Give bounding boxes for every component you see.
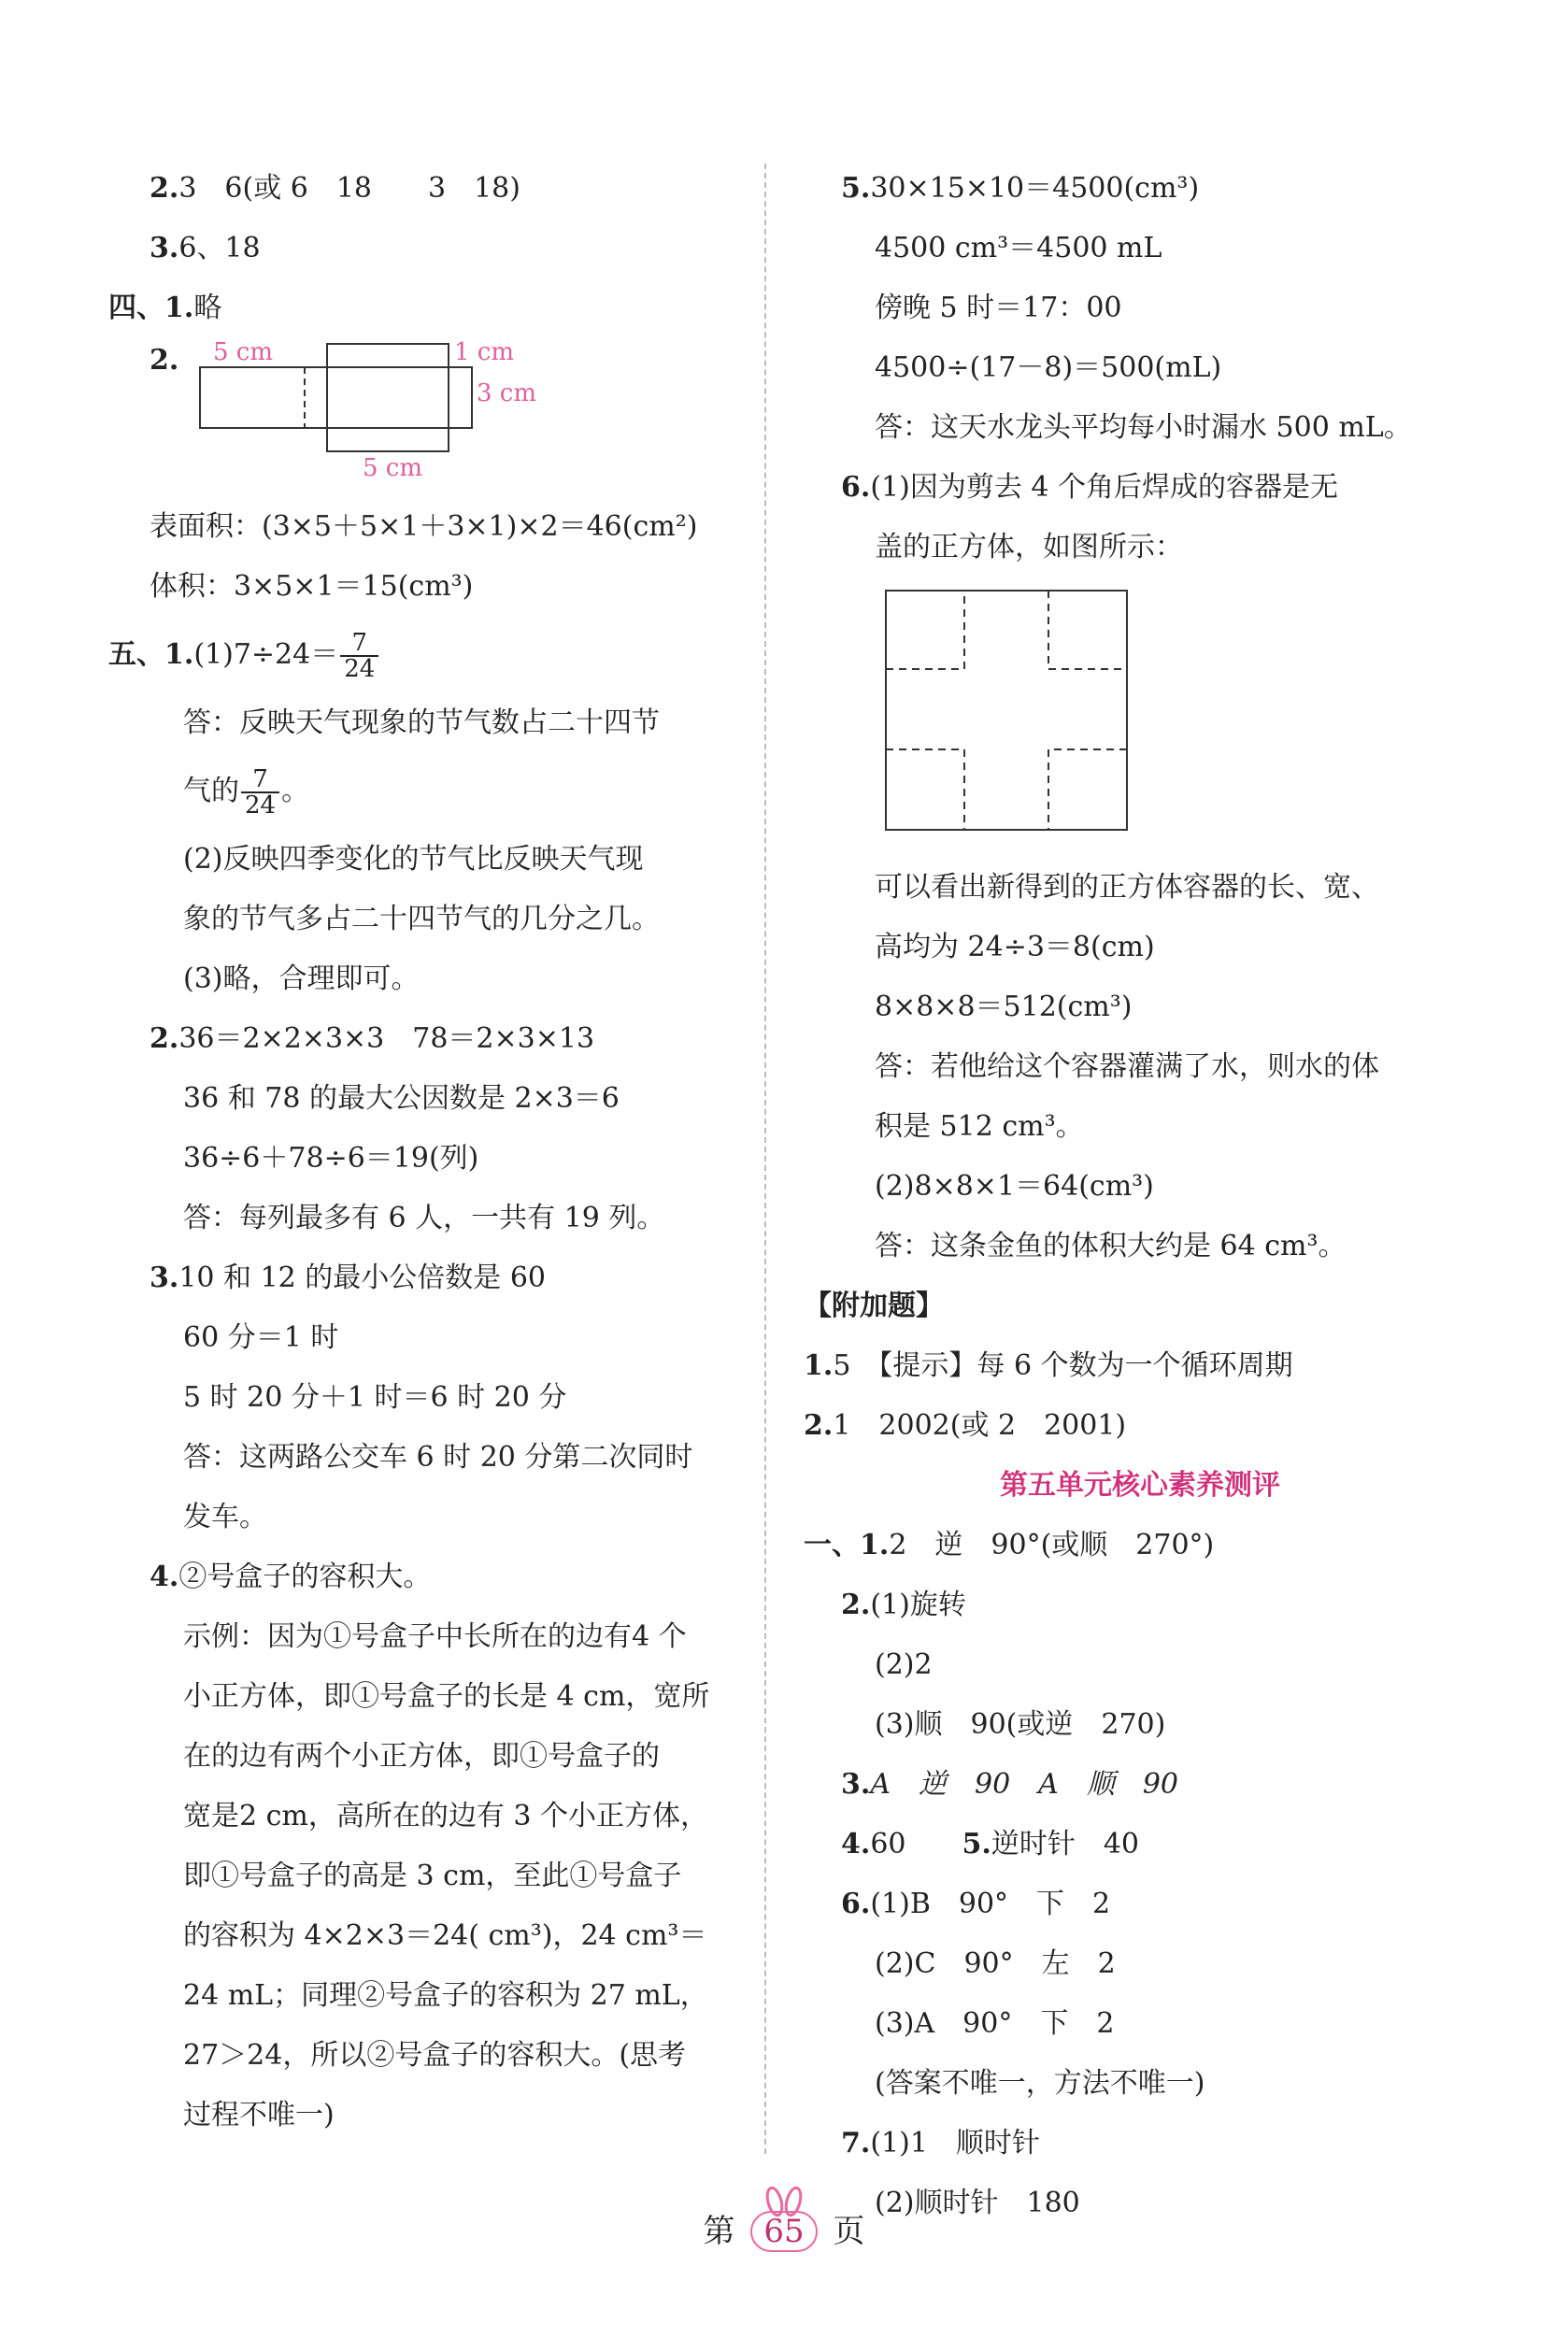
answer-line: 4500 cm³＝4500 mL bbox=[875, 232, 1162, 264]
answer-line: 答：若他给这个容器灌满了水，则水的体 bbox=[875, 1050, 1379, 1083]
unit-five-title: 第五单元核心素养测评 bbox=[1000, 1469, 1280, 1502]
answer-line: 过程不唯一) bbox=[183, 2099, 335, 2131]
answer-line: 傍晚 5 时＝17：00 bbox=[875, 292, 1122, 324]
answer-line: (2)C 90° 左 2 bbox=[875, 1947, 1116, 1980]
answer-line: 4500÷(17－8)＝500(mL) bbox=[875, 351, 1222, 384]
answer-line: 即①号盒子的高是 3 cm，至此①号盒子 bbox=[183, 1860, 682, 1892]
answer-line: 2.36＝2×2×3×3 78＝2×3×13 bbox=[150, 1022, 595, 1055]
answer-line: 2.3 6(或 6 18 3 18) bbox=[150, 172, 520, 205]
answer-line: 一、1.2 逆 90°(或顺 270°) bbox=[804, 1529, 1215, 1561]
fraction: $\frac{7}{24}$ bbox=[340, 631, 378, 681]
answer-line: 气的 $\frac{7}{24}$ 。 bbox=[183, 765, 310, 820]
answer-line: (3)顺 90(或逆 270) bbox=[875, 1708, 1166, 1741]
column-divider bbox=[764, 164, 766, 2154]
extra-questions-heading: 【附加题】 bbox=[804, 1290, 944, 1322]
answer-line: (2)反映四季变化的节气比反映天气现 bbox=[183, 843, 644, 876]
answer-line: (2)2 bbox=[875, 1648, 933, 1681]
answer-line: (3)略，合理即可。 bbox=[183, 962, 420, 995]
answer-line: 36 和 78 的最大公因数是 2×3＝6 bbox=[183, 1082, 620, 1115]
answer-line: 27＞24，所以②号盒子的容积大。(思考 bbox=[183, 2039, 687, 2072]
cuboid-net-figure: 2. 5 cm 1 cm 3 cm 5 cm bbox=[150, 338, 748, 497]
net-label-5cm-bottom: 5 cm bbox=[363, 454, 423, 482]
net-label-5cm-top: 5 cm bbox=[213, 338, 274, 366]
answer-line: 答：这条金鱼的体积大约是 64 cm³。 bbox=[875, 1230, 1347, 1262]
net-label-3cm: 3 cm bbox=[477, 379, 537, 407]
answer-line: 6.(1)B 90° 下 2 bbox=[841, 1888, 1111, 1920]
answer-line: 3.10 和 12 的最小公倍数是 60 bbox=[150, 1262, 546, 1294]
answer-line: (2)8×8×1＝64(cm³) bbox=[875, 1170, 1154, 1203]
answer-line: 答：这天水龙头平均每小时漏水 500 mL。 bbox=[875, 411, 1412, 444]
left-column bbox=[108, 159, 748, 2146]
answer-line: 60 分＝1 时 bbox=[183, 1321, 339, 1354]
answer-line: 答：每列最多有 6 人，一共有 19 列。 bbox=[183, 1202, 665, 1234]
answer-line: 高均为 24÷3＝8(cm) bbox=[875, 931, 1155, 963]
answer-line: 盖的正方体，如图所示： bbox=[875, 531, 1183, 563]
fraction: $\frac{7}{24}$ bbox=[241, 767, 279, 818]
answer-line: 小正方体，即①号盒子的长是 4 cm，宽所 bbox=[183, 1680, 710, 1713]
answer-line: 8×8×8＝512(cm³) bbox=[875, 991, 1133, 1023]
cube-net-drawing bbox=[884, 589, 1164, 850]
surface-area-line: 表面积：(3×5＋5×1＋3×1)×2＝46(cm²) bbox=[150, 510, 698, 543]
right-column bbox=[804, 159, 1439, 2233]
answer-line: 24 mL；同理②号盒子的容积为 27 mL， bbox=[183, 1979, 708, 2012]
answer-line: 4.60 5.逆时针 40 bbox=[841, 1828, 1140, 1860]
answer-line: 示例：因为①号盒子中长所在的边有4 个 bbox=[183, 1620, 687, 1653]
answer-line: 发车。 bbox=[183, 1501, 267, 1533]
answer-line: 2.1 2002(或 2 2001) bbox=[804, 1409, 1127, 1442]
answer-line: 3.6、18 bbox=[150, 232, 261, 264]
net-label-1cm: 1 cm bbox=[454, 338, 515, 366]
answer-line: 7.(1)1 顺时针 bbox=[841, 2127, 1040, 2160]
answer-line: 3.A 逆 90 A 顺 90 bbox=[841, 1768, 1179, 1801]
answer-line: 6.(1)因为剪去 4 个角后焊成的容器是无 bbox=[841, 471, 1338, 504]
answer-line: 36÷6＋78÷6＝19(列) bbox=[183, 1142, 479, 1175]
answer-line: (2)顺时针 180 bbox=[875, 2187, 1080, 2219]
cube-net-figure bbox=[841, 577, 1439, 858]
answer-line: 2.(1)旋转 bbox=[841, 1589, 966, 1621]
answer-line: 答：这两路公交车 6 时 20 分第二次同时 bbox=[183, 1441, 693, 1474]
section-five-q1: 五、1.(1)7÷24＝ $\frac{7}{24}$ bbox=[108, 617, 748, 693]
answer-line: 4.②号盒子的容积大。 bbox=[150, 1561, 432, 1593]
answer-line: 象的节气多占二十四节气的几分之几。 bbox=[183, 903, 660, 935]
bunny-ears-icon bbox=[756, 2185, 812, 2218]
page-number: 65 bbox=[750, 2211, 817, 2252]
answer-line: 1.5 【提示】每 6 个数为一个循环周期 bbox=[804, 1349, 1293, 1382]
answer-line: 答：反映天气现象的节气数占二十四节 bbox=[183, 706, 660, 739]
answer-line: 在的边有两个小正方体，即①号盒子的 bbox=[183, 1740, 660, 1773]
answer-line: 5 时 20 分＋1 时＝6 时 20 分 bbox=[183, 1381, 567, 1414]
volume-line: 体积：3×5×1＝15(cm³) bbox=[150, 570, 474, 603]
answer-line: 积是 512 cm³。 bbox=[875, 1110, 1084, 1143]
answer-line: 的容积为 4×2×3＝24( cm³)，24 cm³＝ bbox=[183, 1919, 707, 1952]
answer-line: 可以看出新得到的正方体容器的长、宽、 bbox=[875, 871, 1379, 904]
answer-line: 宽是2 cm，高所在的边有 3 个小正方体， bbox=[183, 1800, 709, 1832]
answer-line: (答案不唯一，方法不唯一) bbox=[875, 2067, 1205, 2100]
section-four-heading: 四、1.略 bbox=[108, 292, 222, 324]
page-footer: 第 65 页 bbox=[0, 2205, 1568, 2252]
answer-line: 5.30×15×10＝4500(cm³) bbox=[841, 172, 1200, 205]
answer-line: (3)A 90° 下 2 bbox=[875, 2007, 1115, 2040]
